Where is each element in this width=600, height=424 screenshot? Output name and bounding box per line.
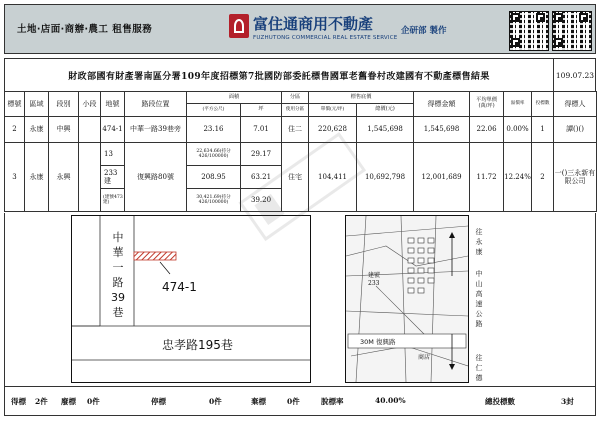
cell-section: 永興 xyxy=(49,143,79,212)
road-label: 30M 復興路 xyxy=(360,338,396,346)
header-banner xyxy=(4,4,596,54)
cell-winning-amount: 12,001,689 xyxy=(414,143,470,212)
report-page xyxy=(4,4,596,420)
header-area: 面積 xyxy=(187,92,282,104)
unsold-count: 0件 xyxy=(287,397,300,406)
cell-premium: 12.24% xyxy=(504,143,532,212)
cell-area-sqm: 23.16 xyxy=(187,117,241,143)
cell-avg-price: 11.72 xyxy=(470,143,504,212)
header-winner: 得標人 xyxy=(554,92,597,117)
header-total-price: 總價(元) xyxy=(357,104,414,117)
cell-bidders: 2 xyxy=(532,143,554,212)
cell-lot-no: 3 xyxy=(5,143,25,212)
made-by: 企研部 製作 xyxy=(401,26,447,36)
cell-subsection xyxy=(79,117,101,143)
summary-footer xyxy=(4,387,596,416)
header-premium: 溢價率 xyxy=(504,92,532,117)
won-count: 2件 xyxy=(35,397,48,406)
cell-road: 中華一路39巷旁 xyxy=(125,117,187,143)
unsold-label: 棄標 xyxy=(251,397,266,406)
cell-area-ping: 39.20 xyxy=(241,189,282,212)
header-zoning-sub: 使用分區 xyxy=(282,104,309,117)
total-bids-label: 總投標數 xyxy=(485,397,515,406)
map-area xyxy=(4,213,596,387)
header-lot-no: 標號 xyxy=(5,92,25,117)
header-parcel: 地號 xyxy=(101,92,125,117)
street-label-vertical: 中 華 一 路 39 巷 xyxy=(111,231,125,319)
cell-district: 永康 xyxy=(25,143,49,212)
brand-name-en: FUZHUTONG COMMERCIAL REAL ESTATE SERVICE xyxy=(253,35,398,41)
cell-lot-no: 2 xyxy=(5,117,25,143)
header-winning-amount: 得標金額 xyxy=(414,92,470,117)
header-bidders: 投標數 xyxy=(532,92,554,117)
cell-area-ping: 63.21 xyxy=(241,166,282,189)
direction-north: 往 永 康 xyxy=(475,228,483,256)
location-map xyxy=(345,215,469,383)
cell-road: 復興路80號 xyxy=(125,143,187,212)
table-row xyxy=(5,117,597,143)
deal-rate-label: 脫標率 xyxy=(321,397,344,406)
cell-avg-price: 22.06 xyxy=(470,117,504,143)
cell-zoning: 住二 xyxy=(282,117,309,143)
cell-premium: 0.00% xyxy=(504,117,532,143)
report-date: 109.07.23 xyxy=(553,59,596,91)
cell-zoning: 住宅 xyxy=(282,143,309,212)
header-area-sqm: (平方公尺) xyxy=(187,104,241,117)
deal-rate: 40.00% xyxy=(375,396,406,405)
table-row xyxy=(5,143,597,166)
street-label-bottom: 忠孝路195巷 xyxy=(162,338,233,352)
cell-district: 永康 xyxy=(25,117,49,143)
cell-unit-price: 104,411 xyxy=(309,143,357,212)
cell-parcel: (建號473建) xyxy=(101,189,125,212)
cell-subsection xyxy=(79,143,101,212)
shop-label: 商店 xyxy=(418,354,431,361)
header-road: 路段位置 xyxy=(125,92,187,117)
header-base-price: 標售底價 xyxy=(309,92,414,104)
cell-bidders: 1 xyxy=(532,117,554,143)
suspended-count: 0件 xyxy=(209,397,222,406)
highway-label: 中 山 高 速 公 路 xyxy=(475,270,483,328)
suspended-label: 停標 xyxy=(151,397,166,406)
parcel-map xyxy=(71,215,311,383)
cell-area-sqm: 208.95 xyxy=(187,166,241,189)
header-subsection: 小段 xyxy=(79,92,101,117)
header-section: 段別 xyxy=(49,92,79,117)
header-avg-price: 平均單價 (萬/坪) xyxy=(470,92,504,117)
abandoned-count: 0件 xyxy=(87,397,100,406)
header-zoning: 分區 xyxy=(282,92,309,104)
cell-unit-price: 220,628 xyxy=(309,117,357,143)
total-bids: 3封 xyxy=(561,397,574,406)
company-logo-icon xyxy=(229,14,249,38)
won-label: 得標 xyxy=(11,397,26,406)
location-map-drawing xyxy=(346,216,468,382)
cell-area-ping: 7.01 xyxy=(241,117,282,143)
parcel-label: 474-1 xyxy=(162,280,197,294)
cell-total-price: 1,545,698 xyxy=(357,117,414,143)
header-district: 區域 xyxy=(25,92,49,117)
cell-winning-amount: 1,545,698 xyxy=(414,117,470,143)
cell-section: 中興 xyxy=(49,117,79,143)
building-label: 建號233 xyxy=(368,272,381,287)
brand-name: 富住通商用不動產 xyxy=(253,15,374,33)
cell-winner: 一()三永新有限公司 xyxy=(554,143,597,212)
cell-parcel: 233建 xyxy=(101,166,125,189)
cell-total-price: 10,692,798 xyxy=(357,143,414,212)
page-title: 財政部國有財產署南區分署109年度招標第7批國防部委託標售國軍老舊眷村改建國有不動產標售結果 xyxy=(68,72,490,82)
cell-parcel: 474-1 xyxy=(101,117,125,143)
cell-parcel: 13 xyxy=(101,143,125,166)
cell-area-sqm: 22,634.66(持分426/100000) xyxy=(187,143,241,166)
results-table xyxy=(4,91,597,212)
qr-code-icon[interactable] xyxy=(509,11,549,51)
title-box xyxy=(4,58,596,92)
header-area-ping: 坪 xyxy=(241,104,282,117)
direction-south: 往 仁 德 xyxy=(475,354,483,382)
services-text: 土地‧店面‧商辦‧農工 租售服務 xyxy=(17,24,153,35)
qr-code-icon[interactable] xyxy=(552,11,592,51)
cell-area-ping: 29.17 xyxy=(241,143,282,166)
header-unit-price: 單價(元/坪) xyxy=(309,104,357,117)
cell-winner: 譚()() xyxy=(554,117,597,143)
abandoned-label: 廢標 xyxy=(61,397,76,406)
cell-area-sqm: 30,421.69(持分426/100000) xyxy=(187,189,241,212)
